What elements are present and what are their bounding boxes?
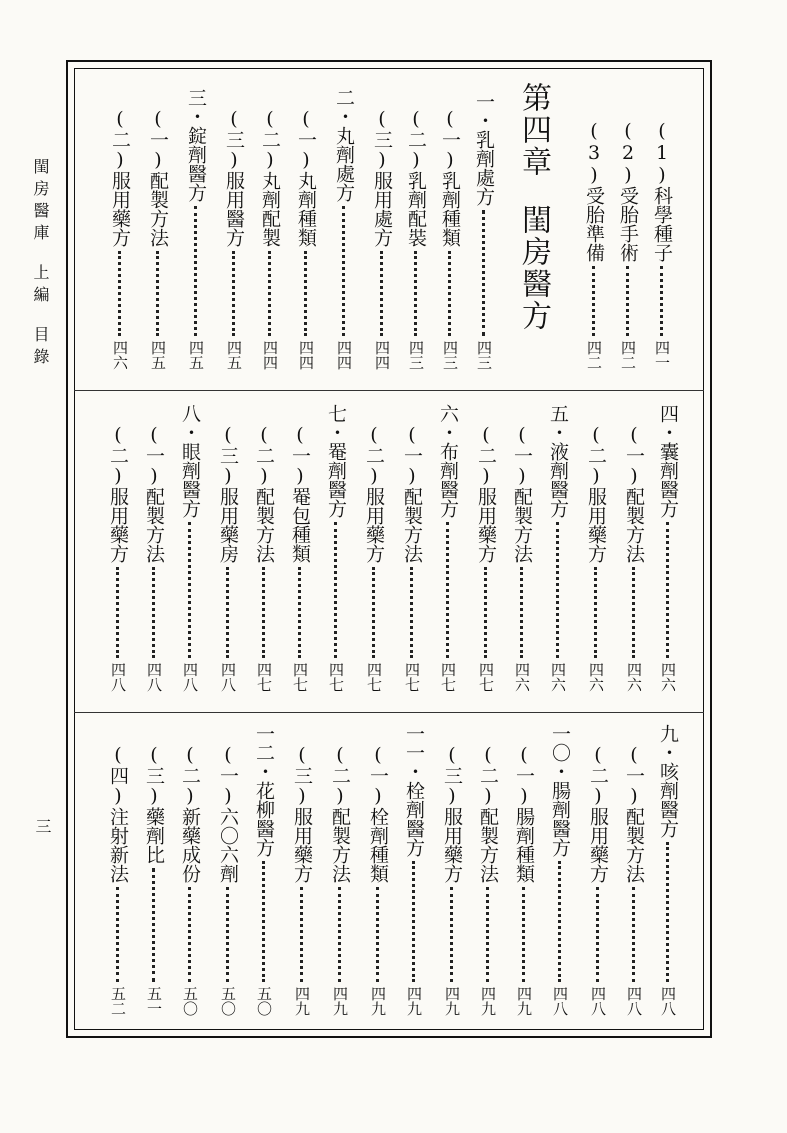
toc-entry[interactable] bbox=[218, 744, 237, 1016]
toc-entry[interactable] bbox=[624, 424, 643, 692]
entry-page: 四七 bbox=[439, 662, 457, 692]
entry-page: 四七 bbox=[327, 662, 345, 692]
entry-page: 四六 bbox=[111, 340, 129, 370]
leader-dots bbox=[448, 251, 451, 336]
toc-entry[interactable] bbox=[584, 120, 603, 370]
leader-dots bbox=[188, 522, 191, 658]
entry-label: (一)配製方法 bbox=[143, 424, 165, 563]
toc-entry[interactable] bbox=[372, 108, 391, 370]
leader-dots bbox=[268, 251, 271, 336]
toc-entry[interactable] bbox=[514, 744, 533, 1016]
leader-dots bbox=[632, 567, 635, 658]
entry-label: (2)受胎手術 bbox=[617, 120, 639, 262]
entry-label: (一)丸劑種類 bbox=[295, 108, 317, 247]
leader-dots bbox=[520, 567, 523, 658]
entry-page: 四七 bbox=[403, 662, 421, 692]
toc-entry[interactable] bbox=[186, 88, 205, 370]
entry-page: 四九 bbox=[293, 986, 311, 1016]
section-label: 目錄 bbox=[31, 326, 50, 370]
entry-label: (二)服用藥方 bbox=[585, 424, 607, 563]
entry-page: 四二 bbox=[619, 340, 637, 370]
entry-page: 五〇 bbox=[219, 986, 237, 1016]
entry-label: (一)配製方法 bbox=[147, 108, 169, 247]
entry-label: 九・咳劑醫方 bbox=[657, 724, 679, 838]
entry-page: 四三 bbox=[441, 340, 459, 370]
leader-dots bbox=[450, 887, 453, 982]
entry-label: 三・錠劑醫方 bbox=[185, 88, 207, 202]
leader-dots bbox=[412, 861, 415, 982]
leader-dots bbox=[226, 567, 229, 658]
leader-dots bbox=[632, 887, 635, 982]
entry-page: 四九 bbox=[369, 986, 387, 1016]
toc-entry[interactable] bbox=[478, 744, 497, 1016]
leader-dots bbox=[118, 251, 121, 336]
toc-entry[interactable] bbox=[440, 108, 459, 370]
entry-page: 四四 bbox=[373, 340, 391, 370]
entry-page: 四四 bbox=[261, 340, 279, 370]
entry-label: (二)新藥成份 bbox=[179, 744, 201, 883]
toc-entry[interactable] bbox=[296, 108, 315, 370]
entry-label: (三)服用藥方 bbox=[291, 744, 313, 883]
entry-page: 四三 bbox=[475, 340, 493, 370]
leader-dots bbox=[482, 210, 485, 336]
toc-entry[interactable] bbox=[476, 424, 495, 692]
entry-page: 四八 bbox=[551, 986, 569, 1016]
entry-label: (二)服用藥方 bbox=[109, 108, 131, 247]
entry-label: (二)服用藥方 bbox=[363, 424, 385, 563]
toc-entry[interactable] bbox=[292, 744, 311, 1016]
leader-dots bbox=[594, 567, 597, 658]
toc-entry[interactable] bbox=[586, 424, 605, 692]
entry-label: (3)受胎準備 bbox=[583, 120, 605, 262]
toc-entry[interactable] bbox=[260, 108, 279, 370]
leader-dots bbox=[156, 251, 159, 336]
volume-label: 上編 bbox=[31, 264, 50, 308]
entry-label: (三)服用處方 bbox=[371, 108, 393, 247]
entry-page: 四六 bbox=[659, 662, 677, 692]
leader-dots bbox=[484, 567, 487, 658]
toc-entry[interactable] bbox=[402, 424, 421, 692]
entry-label: (二)服用藥方 bbox=[475, 424, 497, 563]
leader-dots bbox=[116, 567, 119, 658]
leader-dots bbox=[596, 887, 599, 982]
toc-entry[interactable] bbox=[110, 108, 129, 370]
leader-dots bbox=[522, 887, 525, 982]
entry-page: 四九 bbox=[405, 986, 423, 1016]
entry-label: (三)服用藥方 bbox=[441, 744, 463, 883]
entry-label: (二)配製方法 bbox=[477, 744, 499, 883]
toc-entry[interactable] bbox=[218, 424, 237, 692]
entry-page: 四一 bbox=[653, 340, 671, 370]
leader-dots bbox=[298, 567, 301, 658]
entry-page: 四八 bbox=[219, 662, 237, 692]
entry-label: (一)栓劑種類 bbox=[367, 744, 389, 883]
entry-page: 四七 bbox=[291, 662, 309, 692]
entry-label: (三)服用藥房 bbox=[217, 424, 239, 563]
leader-dots bbox=[380, 251, 383, 336]
toc-entry[interactable] bbox=[254, 724, 273, 1016]
band-divider-1 bbox=[74, 390, 704, 391]
toc-entry[interactable] bbox=[224, 108, 243, 370]
toc-entry[interactable] bbox=[588, 744, 607, 1016]
toc-entry[interactable] bbox=[364, 424, 383, 692]
toc-entry[interactable] bbox=[108, 744, 127, 1016]
entry-label: (二)配製方法 bbox=[253, 424, 275, 563]
entry-label: 二・丸劑處方 bbox=[333, 88, 355, 202]
entry-label: 一一・栓劑醫方 bbox=[403, 724, 425, 857]
entry-label: (二)配製方法 bbox=[329, 744, 351, 883]
entry-page: 四二 bbox=[585, 340, 603, 370]
entry-label: (一)六〇六劑 bbox=[217, 744, 239, 883]
entry-page: 五二 bbox=[109, 986, 127, 1016]
leader-dots bbox=[372, 567, 375, 658]
toc-entry[interactable] bbox=[550, 724, 569, 1016]
entry-page: 五一 bbox=[145, 986, 163, 1016]
leader-dots bbox=[558, 861, 561, 982]
chapter-number: 第四章 bbox=[516, 82, 551, 178]
toc-entry[interactable] bbox=[368, 744, 387, 1016]
page-number: 三 bbox=[33, 818, 52, 834]
entry-label: (二)乳劑配裝 bbox=[405, 108, 427, 247]
entry-label: (1)科學種子 bbox=[651, 120, 673, 262]
toc-entry[interactable] bbox=[334, 88, 353, 370]
entry-page: 四四 bbox=[335, 340, 353, 370]
entry-page: 四五 bbox=[149, 340, 167, 370]
leader-dots bbox=[152, 868, 155, 982]
leader-dots bbox=[446, 522, 449, 658]
entry-page: 四九 bbox=[443, 986, 461, 1016]
leader-dots bbox=[556, 522, 559, 658]
entry-label: 五・液劑醫方 bbox=[547, 404, 569, 518]
entry-page: 五〇 bbox=[181, 986, 199, 1016]
entry-label: (二)丸劑配製 bbox=[259, 108, 281, 247]
entry-label: 一二・花柳醫方 bbox=[253, 724, 275, 857]
entry-page: 四六 bbox=[625, 662, 643, 692]
entry-page: 四八 bbox=[659, 986, 677, 1016]
leader-dots bbox=[116, 887, 119, 982]
toc-entry[interactable] bbox=[512, 424, 531, 692]
entry-label: 八・眼劑醫方 bbox=[179, 404, 201, 518]
entry-label: 六・布劑醫方 bbox=[437, 404, 459, 518]
entry-label: (二)服用藥方 bbox=[107, 424, 129, 563]
leader-dots bbox=[626, 266, 629, 336]
toc-entry[interactable] bbox=[108, 424, 127, 692]
entry-page: 四八 bbox=[145, 662, 163, 692]
entry-label: (一)罨包種類 bbox=[289, 424, 311, 563]
toc-entry[interactable] bbox=[148, 108, 167, 370]
toc-entry[interactable] bbox=[326, 404, 345, 692]
leader-dots bbox=[376, 887, 379, 982]
entry-page: 四九 bbox=[331, 986, 349, 1016]
entry-page: 四四 bbox=[297, 340, 315, 370]
leader-dots bbox=[666, 522, 669, 658]
entry-label: 七・罨劑醫方 bbox=[325, 404, 347, 518]
toc-entry[interactable] bbox=[442, 744, 461, 1016]
leader-dots bbox=[414, 251, 417, 336]
toc-entry[interactable] bbox=[658, 724, 677, 1016]
entry-label: (二)服用藥方 bbox=[587, 744, 609, 883]
leader-dots bbox=[194, 206, 197, 336]
leader-dots bbox=[300, 887, 303, 982]
entry-label: (一)配製方法 bbox=[401, 424, 423, 563]
entry-page: 四六 bbox=[513, 662, 531, 692]
entry-page: 四五 bbox=[225, 340, 243, 370]
entry-label: (三)藥劑比 bbox=[143, 744, 165, 864]
entry-label: 四・囊劑醫方 bbox=[657, 404, 679, 518]
entry-label: 一・乳劑處方 bbox=[473, 92, 495, 206]
running-title bbox=[32, 158, 48, 370]
leader-dots bbox=[262, 567, 265, 658]
toc-entry[interactable] bbox=[180, 404, 199, 692]
entry-label: (四)注射新法 bbox=[107, 744, 129, 883]
toc-entry[interactable] bbox=[652, 120, 671, 370]
toc-entry[interactable] bbox=[290, 424, 309, 692]
entry-label: (一)配製方法 bbox=[511, 424, 533, 563]
leader-dots bbox=[486, 887, 489, 982]
entry-label: (三)服用醫方 bbox=[223, 108, 245, 247]
leader-dots bbox=[660, 266, 663, 336]
entry-page: 四三 bbox=[407, 340, 425, 370]
leader-dots bbox=[338, 887, 341, 982]
toc-entry[interactable] bbox=[406, 108, 425, 370]
entry-page: 四八 bbox=[625, 986, 643, 1016]
entry-page: 四五 bbox=[187, 340, 205, 370]
entry-label: 一〇・腸劑醫方 bbox=[549, 724, 571, 857]
entry-label: (一)配製方法 bbox=[623, 744, 645, 883]
entry-page: 四九 bbox=[479, 986, 497, 1016]
entry-label: (一)腸劑種類 bbox=[513, 744, 535, 883]
toc-entry[interactable] bbox=[254, 424, 273, 692]
leader-dots bbox=[666, 842, 669, 982]
toc-entry[interactable] bbox=[330, 744, 349, 1016]
toc-entry[interactable] bbox=[404, 724, 423, 1016]
entry-page: 四八 bbox=[181, 662, 199, 692]
leader-dots bbox=[226, 887, 229, 982]
toc-entry[interactable] bbox=[144, 744, 163, 1016]
toc-entry[interactable] bbox=[548, 404, 567, 692]
entry-page: 四七 bbox=[365, 662, 383, 692]
entry-page: 四六 bbox=[587, 662, 605, 692]
leader-dots bbox=[410, 567, 413, 658]
entry-label: (一)乳劑種類 bbox=[439, 108, 461, 247]
leader-dots bbox=[232, 251, 235, 336]
leader-dots bbox=[188, 887, 191, 982]
entry-page: 四九 bbox=[515, 986, 533, 1016]
entry-page: 四六 bbox=[549, 662, 567, 692]
entry-label: (一)配製方法 bbox=[623, 424, 645, 563]
toc-entry[interactable] bbox=[438, 404, 457, 692]
band-divider-2 bbox=[74, 712, 704, 713]
leader-dots bbox=[342, 206, 345, 336]
leader-dots bbox=[304, 251, 307, 336]
entry-page: 四七 bbox=[255, 662, 273, 692]
toc-entry[interactable] bbox=[474, 92, 493, 370]
entry-page: 四七 bbox=[477, 662, 495, 692]
toc-entry[interactable] bbox=[658, 404, 677, 692]
toc-entry[interactable] bbox=[624, 744, 643, 1016]
toc-entry[interactable] bbox=[618, 120, 637, 370]
toc-entry[interactable] bbox=[144, 424, 163, 692]
leader-dots bbox=[262, 861, 265, 982]
chapter-title: 閨房醫方 bbox=[516, 204, 551, 332]
entry-page: 四八 bbox=[109, 662, 127, 692]
book-title: 閨房醫庫 bbox=[31, 158, 50, 246]
leader-dots bbox=[592, 266, 595, 336]
leader-dots bbox=[334, 522, 337, 658]
chapter-heading bbox=[516, 82, 551, 342]
entry-page: 五〇 bbox=[255, 986, 273, 1016]
entry-page: 四八 bbox=[589, 986, 607, 1016]
toc-entry[interactable] bbox=[180, 744, 199, 1016]
leader-dots bbox=[152, 567, 155, 658]
